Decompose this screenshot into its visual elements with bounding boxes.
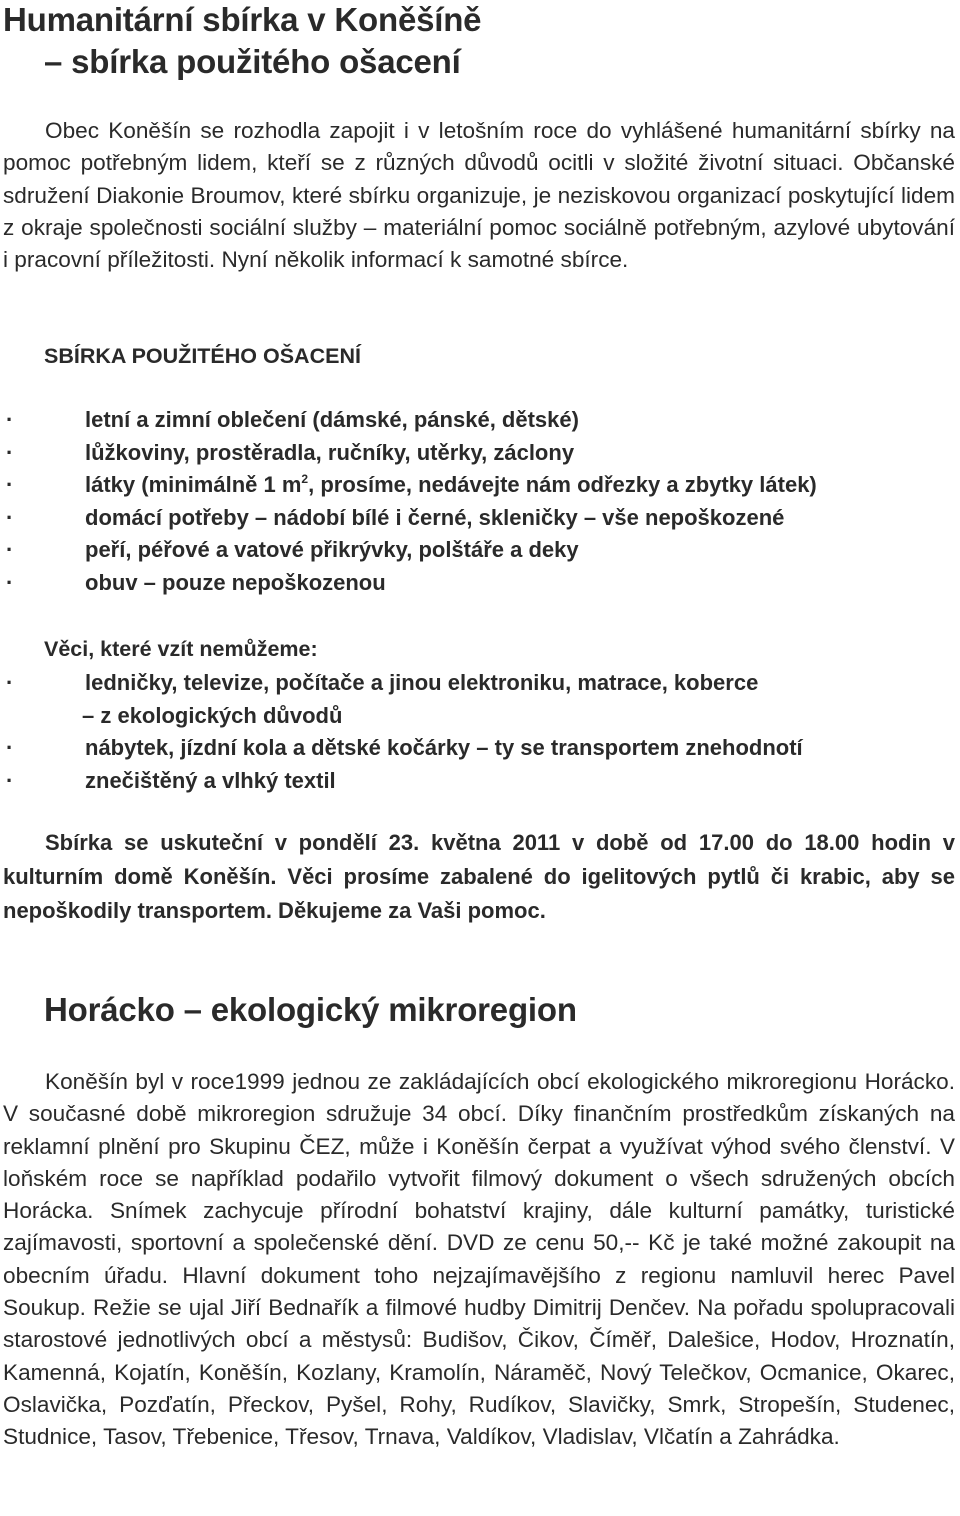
section2-title: Horácko – ekologický mikroregion bbox=[44, 991, 577, 1028]
list-item-text: nábytek, jízdní kola a dětské kočárky – ty se transportem znehodnotí bbox=[85, 735, 803, 760]
list-item-text: letní a zimní oblečení (dámské, pánské, dětské) bbox=[85, 407, 579, 432]
list-item-text-part: , prosíme, nedávejte nám odřezky a zbytky látek) bbox=[308, 472, 817, 497]
collection-closing-paragraph bbox=[3, 826, 955, 928]
list-item-text: – z ekologických důvodů bbox=[82, 702, 343, 728]
bullet-icon: · bbox=[6, 537, 14, 562]
list-item-text: peří, péřové a vatové přikrývky, polštáře a deky bbox=[85, 537, 579, 562]
list-item-text: znečištěný a vlhký textil bbox=[85, 767, 336, 793]
closing-text: Sbírka se uskuteční v pondělí 23. května 2011 v době od 17.00 do 18.00 hodin v kulturním domě Koněšín. Věci prosíme zabalené do igelitových pytlů či krabic, aby se nepoškodily transportem. Děkujeme za Vaši pomoc. bbox=[3, 830, 955, 923]
section1-title-line1: Humanitární sbírka v Koněšíně bbox=[3, 1, 482, 38]
bullet-icon: · bbox=[6, 504, 14, 530]
list-item-text: ledničky, televize, počítače a jinou elektroniku, matrace, koberce bbox=[85, 670, 759, 695]
list-item-text-part: látky (minimálně 1 m bbox=[85, 472, 302, 497]
collection-heading: SBÍRKA POUŽITÉHO OŠACENÍ bbox=[44, 344, 361, 368]
bullet-icon: · bbox=[6, 670, 14, 695]
list-item-text: lůžkoviny, prostěradla, ručníky, utěrky, záclony bbox=[85, 439, 575, 465]
section2-body-text: Koněšín byl v roce1999 jednou ze zakládajících obcí ekologického mikroregionu Horácko. V současné době mikroregion sdružuje 34 obcí. Díky finančním prostředkům získaných na reklamní plnění pro Skupinu ČEZ, může i Koněšín čerpat a využívat výhod svého členství. V loňském roce se například podařilo vytvořit filmový dokument o všech sdružených obcích Horácka. Snímek zachycuje přírodní bohatství krajiny, dále kulturní památky, turistické zajímavosti, sportovní a společenské dění. DVD ze cenu 50,-- Kč je také možné zakoupit na obecním úřadu. Hlavní dokument toho nejzajímavějšího z regionu namluvil herec Pavel Soukup. Režie se ujal Jiří Bednařík a filmové hudby Dimitrij Denčev. Na pořadu spolupracovali starostové jednotlivých obcí a městysů: Budišov, Čikov, Číměř, Dalešice, Hodov, Hroznatín, Kamenná, Kojatín, Koněšín, Kozlany, Kramolín, Náraměč, Nový Telečkov, Ocmanice, Okarec, Oslavička, Pozďatín, Přeckov, Pyšel, Rohy, Rudíkov, Slavičky, Smrk, Stropešín, Studenec, Studnice, Tasov, Třebenice, Třesov, Trnava, Valdíkov, Vladislav, Vlčatín a Zahrádka. bbox=[3, 1069, 955, 1450]
bullet-icon: · bbox=[6, 407, 14, 432]
section1-title-line2: – sbírka použitého ošacení bbox=[44, 43, 461, 80]
list-item-text: obuv – pouze nepoškozenou bbox=[85, 569, 386, 595]
bullet-icon: · bbox=[6, 472, 14, 497]
rejected-heading: Věci, které vzít nemůžeme: bbox=[44, 637, 318, 661]
section1-intro-paragraph bbox=[3, 115, 955, 276]
bullet-icon: · bbox=[6, 569, 14, 595]
list-item-text bbox=[85, 469, 817, 502]
bullet-icon: · bbox=[6, 735, 14, 760]
list-item-text: domácí potřeby – nádobí bílé i černé, skleničky – vše nepoškozené bbox=[85, 504, 785, 530]
superscript-unit: 2 bbox=[301, 472, 309, 486]
section2-body-paragraph bbox=[3, 1066, 955, 1454]
bullet-icon: · bbox=[6, 767, 14, 793]
section1-intro-text: Obec Koněšín se rozhodla zapojit i v letošním roce do vyhlášené humanitární sbírky na pomoc potřebným lidem, kteří se z různých důvodů ocitli v složité životní situaci. Občanské sdružení Diakonie Broumov, které sbírku organizuje, je neziskovou organizací poskytující lidem z okraje společnosti sociální služby – materiální pomoc sociálně potřebným, azylové ubytování i pracovní příležitosti. Nyní několik informací k samotné sbírce. bbox=[3, 118, 955, 273]
bullet-icon: · bbox=[6, 439, 14, 465]
